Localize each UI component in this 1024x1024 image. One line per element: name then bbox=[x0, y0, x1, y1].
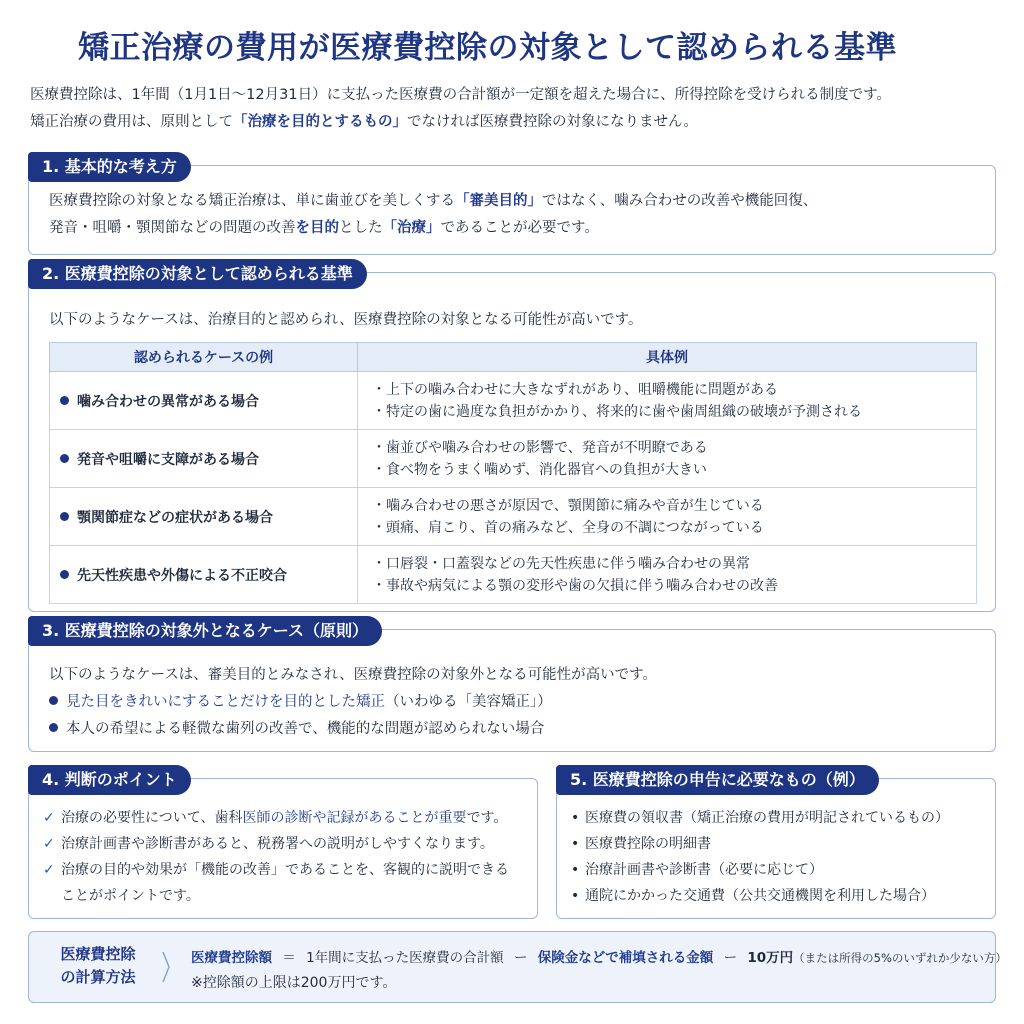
calculation-label-line-2: の計算方法 bbox=[60, 968, 136, 986]
example-line: ・食べ物をうまく噛めず、消化器官への負担が大きい bbox=[372, 461, 707, 478]
document-item: 医療費の領収書（矯正治療の費用が明記されているもの） bbox=[585, 810, 949, 826]
point-1-highlight: 医師の診断や記録があることが重要 bbox=[242, 810, 467, 826]
case-cell bbox=[50, 430, 358, 488]
column-header-cases: 認められるケースの例 bbox=[50, 343, 358, 372]
example-cell bbox=[358, 430, 977, 488]
excluded-item bbox=[49, 689, 657, 716]
bullet-dot-icon bbox=[60, 570, 69, 579]
example-line: ・歯並びや噛み合わせの影響で、発音が不明瞭である bbox=[372, 439, 708, 456]
intro-line-1: 医療費控除は、1年間（1月1日〜12月31日）に支払った医療費の合計額が一定額を超えた場合に、所得控除を受けられる制度です。 bbox=[30, 87, 891, 103]
bullet-icon: • bbox=[571, 836, 580, 852]
formula-equals: ＝ bbox=[282, 950, 296, 966]
bullet-icon: • bbox=[571, 888, 580, 904]
excluded-item-highlight: 見た目をきれいにすることだけを目的とした矯正 bbox=[66, 694, 385, 710]
section-2-lead: 以下のようなケースは、治療目的と認められ、医療費控除の対象となる可能性が高いです。 bbox=[49, 312, 643, 328]
s1-l2-post: であることが必要です。 bbox=[440, 220, 599, 236]
bullet-icon: • bbox=[571, 810, 580, 826]
formula-deduction-amount: 医療費控除額 bbox=[191, 950, 272, 966]
example-line: ・頭痛、肩こり、首の痛みなど、全身の不調につながっている bbox=[372, 519, 764, 536]
point-3-continued: ことがポイントです。 bbox=[61, 888, 200, 904]
s1-l1-pre: 医療費控除の対象となる矯正治療は、単に歯並びを美しくする bbox=[49, 193, 455, 209]
section-3-body bbox=[49, 662, 657, 743]
list-item bbox=[571, 883, 949, 909]
list-item bbox=[43, 857, 509, 883]
criteria-table bbox=[49, 342, 977, 604]
column-header-examples: 具体例 bbox=[358, 343, 977, 372]
example-line: ・事故や病気による顎の変形や歯の欠損に伴う噛み合わせの改善 bbox=[372, 577, 778, 594]
section-1-line-1 bbox=[49, 188, 817, 215]
page-title: 矯正治療の費用が医療費控除の対象として認められる基準 bbox=[78, 30, 897, 66]
list-item bbox=[43, 805, 509, 831]
calculation-formula bbox=[191, 946, 1007, 966]
document-item: 治療計画書や診断書（必要に応じて） bbox=[585, 862, 823, 878]
section-1-line-2 bbox=[49, 215, 817, 242]
list-item bbox=[571, 805, 949, 831]
section-required-documents bbox=[556, 770, 996, 919]
calculation-label-line-1: 医療費控除 bbox=[60, 945, 136, 963]
case-label: 顎関節症などの症状がある場合 bbox=[77, 509, 273, 526]
checkmark-icon: ✓ bbox=[43, 810, 55, 826]
section-basic-concept bbox=[28, 157, 996, 255]
list-item bbox=[571, 831, 949, 857]
s1-treatment-highlight: 「治療」 bbox=[382, 220, 441, 236]
formula-minus-2: ー bbox=[723, 950, 738, 966]
list-item bbox=[571, 857, 949, 883]
point-2-text: 治療計画書や診断書があると、税務署への説明がしやすくなります。 bbox=[61, 836, 494, 852]
bullet-dot-icon bbox=[60, 396, 69, 405]
bullet-dot-icon bbox=[49, 696, 58, 705]
document-item: 通院にかかった交通費（公共交通機関を利用した場合） bbox=[585, 888, 935, 904]
checkmark-icon: ✓ bbox=[43, 836, 55, 852]
point-1-pre: 治療の必要性について、歯科 bbox=[61, 810, 243, 826]
excluded-item-note: （いわゆる「美容矯正」） bbox=[385, 694, 552, 710]
section-judgment-points bbox=[28, 770, 538, 919]
point-1-post: です。 bbox=[466, 810, 508, 826]
s1-l1-post: ではなく、噛み合わせの改善や機能回復、 bbox=[542, 193, 818, 209]
section-1-heading: 1. 基本的な考え方 bbox=[28, 152, 191, 182]
calculation-box bbox=[28, 931, 1007, 1003]
section-3-lead: 以下のようなケースは、審美目的とみなされ、医療費控除の対象外となる可能性が高いです。 bbox=[49, 667, 657, 683]
intro-line-2-post: でなければ医療費控除の対象になりません。 bbox=[407, 114, 698, 130]
case-label: 先天性疾患や外傷による不正咬合 bbox=[77, 567, 287, 584]
intro-line-2 bbox=[30, 109, 891, 136]
point-3-text: 治療の目的や効果が「機能の改善」であることを、客観的に説明できる bbox=[61, 862, 509, 878]
s1-aesthetic-highlight: 「審美目的」 bbox=[455, 193, 542, 209]
table-row bbox=[50, 546, 977, 604]
formula-minus-1: ー bbox=[513, 950, 528, 966]
case-label: 噛み合わせの異常がある場合 bbox=[77, 393, 259, 410]
table-row bbox=[50, 372, 977, 430]
intro-highlight: 「治療を目的とするもの」 bbox=[233, 114, 407, 130]
judgment-list bbox=[43, 805, 509, 909]
formula-threshold-note: （または所得の5%のいずれか少ない方） bbox=[793, 951, 1007, 965]
list-item bbox=[43, 831, 509, 857]
bullet-dot-icon bbox=[60, 512, 69, 521]
checkmark-icon: ✓ bbox=[43, 862, 55, 878]
example-line: ・上下の噛み合わせに大きなずれがあり、咀嚼機能に問題がある bbox=[372, 381, 778, 398]
example-cell bbox=[358, 372, 977, 430]
section-2-heading: 2. 医療費控除の対象として認められる基準 bbox=[28, 259, 367, 289]
list-item bbox=[43, 883, 509, 909]
example-line: ・口唇裂・口蓋裂などの先天性疾患に伴う噛み合わせの異常 bbox=[372, 555, 750, 572]
section-5-heading: 5. 医療費控除の申告に必要なもの（例） bbox=[556, 765, 879, 795]
section-3-heading: 3. 医療費控除の対象外となるケース（原則） bbox=[28, 616, 382, 646]
s1-purpose-highlight: を目的 bbox=[295, 220, 339, 236]
table-row bbox=[50, 488, 977, 546]
case-cell bbox=[50, 488, 358, 546]
calculation-cap-note: ※控除額の上限は200万円です。 bbox=[191, 975, 397, 991]
excluded-item bbox=[49, 716, 657, 743]
example-cell bbox=[358, 546, 977, 604]
excluded-item-text: 本人の希望による軽微な歯列の改善で、機能的な問題が認められない場合 bbox=[66, 721, 545, 737]
criteria-table-header bbox=[50, 343, 977, 372]
example-line: ・特定の歯に過度な負担がかかり、将来的に歯や歯周組織の破壊が予測される bbox=[372, 403, 862, 420]
formula-total-expenses: 1年間に支払った医療費の合計額 bbox=[306, 950, 504, 966]
formula-threshold: 10万円 bbox=[747, 950, 794, 966]
s1-l2-pre: 発音・咀嚼・顎関節などの問題の改善 bbox=[49, 220, 296, 236]
section-4-heading: 4. 判断のポイント bbox=[28, 765, 191, 795]
document-item: 医療費控除の明細書 bbox=[585, 836, 711, 852]
case-cell bbox=[50, 546, 358, 604]
example-cell bbox=[358, 488, 977, 546]
formula-insurance-amount: 保険金などで補填される金額 bbox=[537, 950, 714, 966]
bullet-dot-icon bbox=[49, 723, 58, 732]
case-cell bbox=[50, 372, 358, 430]
section-criteria bbox=[28, 264, 996, 612]
bullet-dot-icon bbox=[60, 454, 69, 463]
section-1-body bbox=[49, 188, 817, 242]
calculation-label bbox=[43, 943, 153, 989]
case-label: 発音や咀嚼に支障がある場合 bbox=[77, 451, 259, 468]
chevron-right-icon bbox=[161, 950, 171, 984]
intro-text bbox=[30, 82, 891, 136]
example-line: ・噛み合わせの悪さが原因で、顎関節に痛みや音が生じている bbox=[372, 497, 764, 514]
intro-line-2-pre: 矯正治療の費用は、原則として bbox=[30, 114, 233, 130]
bullet-icon: • bbox=[571, 862, 580, 878]
documents-list bbox=[571, 805, 949, 909]
section-excluded-cases bbox=[28, 621, 996, 752]
s1-l2-mid: とした bbox=[339, 220, 383, 236]
table-row bbox=[50, 430, 977, 488]
